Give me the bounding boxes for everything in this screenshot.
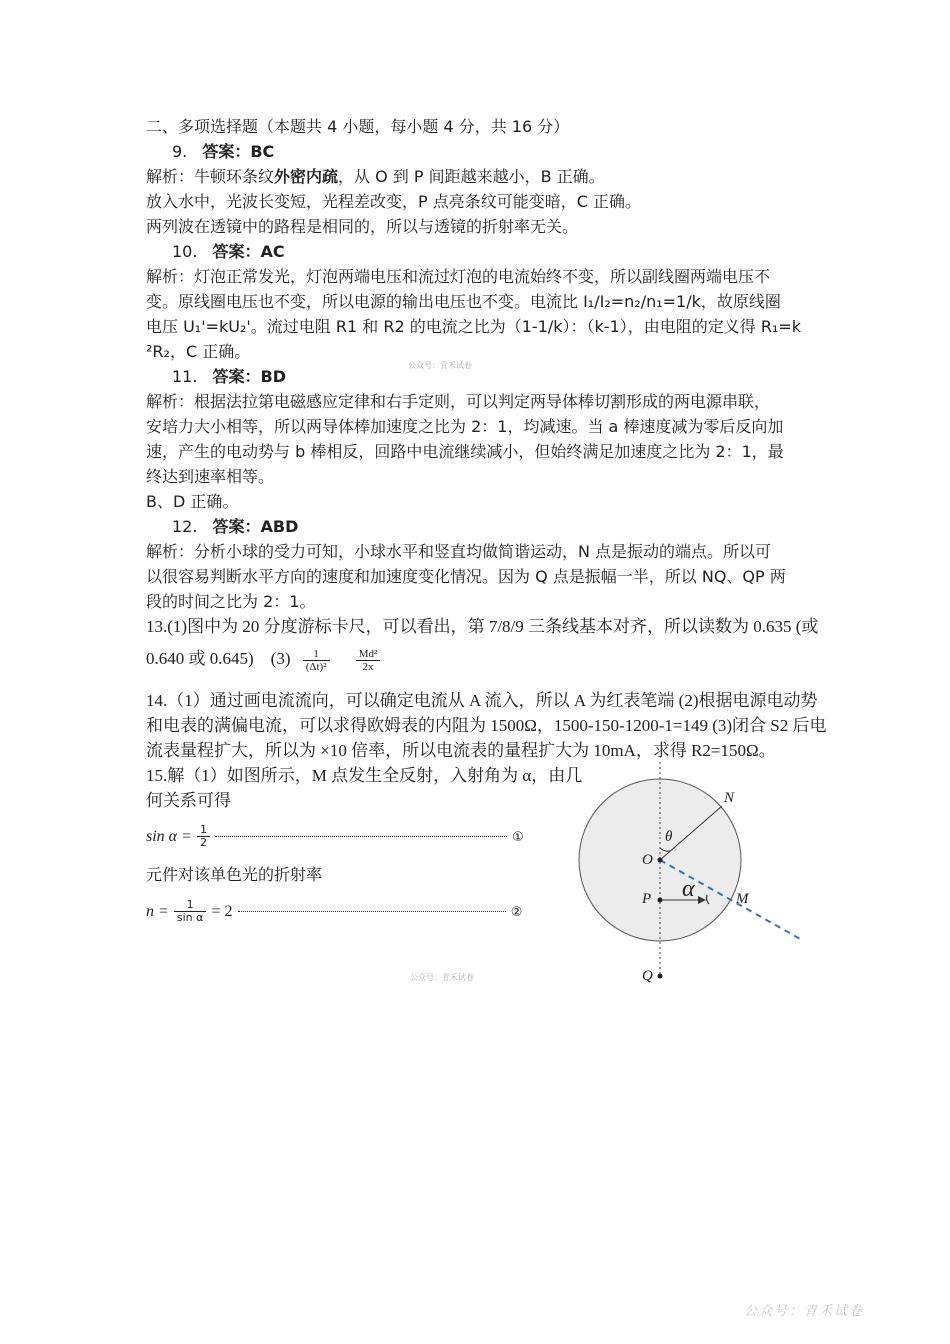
q13-line-1: 13.(1)图中为 20 分度游标卡尺，可以看出，第 7/8/9 三条线基本对齐，所以读数为 0.635 (或 (146, 617, 819, 636)
q12-explanation-1: 解析：分析小球的受力可知，小球水平和竖直均做简谐运动，N 点是振动的端点。所以可 (146, 542, 772, 561)
q9-number: 9. (172, 142, 188, 161)
q9-explanation-1 (146, 164, 605, 189)
q15-line-3: 元件对该单色光的折射率 (146, 865, 323, 884)
q15-line-1: 15.解（1）如图所示，M 点发生全反射，入射角为 α，由几 (146, 766, 583, 785)
q9-explanation-3: 两列波在透镜中的路程是相同的，所以与透镜的折射率无关。 (146, 217, 579, 236)
eq1-numerator: 1 (197, 824, 210, 837)
q15-equation-2 (146, 898, 522, 925)
q15-equation-1 (146, 823, 524, 850)
q9-text-bold: 外密内疏 (274, 167, 339, 186)
optics-figure (560, 750, 820, 990)
label-P: P (642, 891, 652, 907)
eq1-lhs: sin α = (146, 828, 192, 845)
section-title: 二、多项选择题（本题共 4 小题，每小题 4 分，共 16 分） (146, 117, 570, 136)
eq2-lhs: n = (146, 903, 169, 920)
q14-line-2: 和电表的满偏电流，可以求得欧姆表的内阻为 1500Ω，1500-150-1200-1=149 (3)闭合 S2 后电 (146, 716, 827, 735)
label-N: N (724, 790, 735, 806)
q10-explanation-1: 解析：灯泡正常发光，灯泡两端电压和流过灯泡的电流始终不变，所以副线圈两端电压不 (146, 267, 771, 286)
label-Q: Q (642, 968, 653, 984)
q11-explanation-4: 终达到速率相等。 (146, 467, 275, 486)
watermark-mid-2: 公众号：青禾试卷 (410, 973, 474, 982)
eq2-rhs: = 2 (211, 903, 233, 920)
q9-text-post: ，从 O 到 P 间距越来越小，B 正确。 (338, 167, 605, 186)
label-O: O (642, 852, 653, 868)
q9-text-pre: 解析：牛顿环条纹 (146, 167, 275, 186)
q12-number: 12. (172, 517, 198, 536)
eq1-denominator: 2 (199, 836, 207, 849)
q9-explanation-2: 放入水中，光波长变短，光程差改变，P 点亮条纹可能变暗，C 正确。 (146, 192, 641, 211)
q10-answer-line (172, 239, 285, 264)
q10-explanation-3: 电压 U₁'=kU₂'。流过电阻 R1 和 R2 的电流之比为（1-1/k）：（k-1），由电阻的定义得 R₁=k (146, 317, 802, 336)
q9-answer: 答案：BC (202, 142, 275, 161)
q10-explanation-2: 变。原线圈电压也不变，所以电源的输出电压也不变。电流比 I₁/I₂=n₂/n₁=1/k，故原线圈 (146, 292, 781, 311)
q13-frac2-numerator: Md² (356, 648, 381, 661)
eq2-leader-dots (238, 911, 506, 912)
eq1-tag: ① (512, 830, 524, 845)
label-M: M (736, 891, 749, 907)
label-alpha: α (682, 876, 695, 902)
q11-number: 11. (172, 367, 198, 386)
q11-answer: 答案：BD (212, 367, 287, 386)
watermark-mid-1: 公众号：青禾试卷 (408, 361, 472, 370)
q13-fraction-1 (303, 648, 330, 673)
q12-explanation-3: 段的时间之比为 2：1。 (146, 592, 316, 611)
eq1-fraction (197, 824, 210, 849)
eq2-fraction (174, 899, 207, 924)
q14-line-3: 流表量程扩大，所以为 ×10 倍率，所以电流表的量程扩大为 10mA，求得 R2=150Ω。 (146, 741, 776, 760)
q13-fraction-2 (356, 648, 381, 673)
q13-frac1-denominator: (Δt)² (305, 660, 327, 673)
q12-answer: 答案：ABD (212, 517, 299, 536)
q12-answer-line (172, 514, 298, 539)
q13-frac1-numerator: 1 (303, 648, 330, 661)
eq2-denominator: sin α (176, 911, 204, 924)
q15-line-2: 何关系可得 (146, 791, 231, 810)
q14-line-1: 14.（1）通过画电流流向，可以确定电流从 A 流入，所以 A 为红表笔端 (2)根据电源电动势 (146, 691, 818, 710)
q11-explanation-3: 速，产生的电动势与 b 棒相反，回路中电流继续减小，但始终满足加速度之比为 2：1，最 (146, 442, 784, 461)
q12-explanation-2: 以很容易判断水平方向的速度和加速度变化情况。因为 Q 点是振幅一半，所以 NQ、QP 两 (146, 567, 786, 586)
q11-explanation-1: 解析：根据法拉第电磁感应定律和右手定则，可以判定两导体棒切割形成的两电源串联， (146, 392, 771, 411)
eq1-leader-dots (215, 836, 507, 837)
q10-explanation-4: ²R₂，C 正确。 (146, 342, 251, 361)
q13-text: 0.640 或 0.645) (3) (146, 649, 291, 668)
q13-frac2-denominator: 2x (362, 660, 374, 673)
point-Q (658, 974, 663, 979)
point-P (658, 898, 663, 903)
q9-answer-line (172, 139, 274, 164)
q10-number: 10. (172, 242, 198, 261)
point-O (658, 858, 663, 863)
label-theta: θ (665, 829, 673, 845)
eq2-tag: ② (510, 905, 523, 920)
eq2-numerator: 1 (174, 899, 207, 912)
watermark-corner: 公众号：青禾试卷 (744, 1304, 865, 1319)
q10-answer: 答案：AC (212, 242, 285, 261)
q11-explanation-5: B、D 正确。 (146, 492, 239, 511)
q13-line-2 (146, 646, 380, 673)
q11-answer-line (172, 364, 286, 389)
q11-explanation-2: 安培力大小相等，所以两导体棒加速度之比为 2：1，均减速。当 a 棒速度减为零后反向加 (146, 417, 784, 436)
